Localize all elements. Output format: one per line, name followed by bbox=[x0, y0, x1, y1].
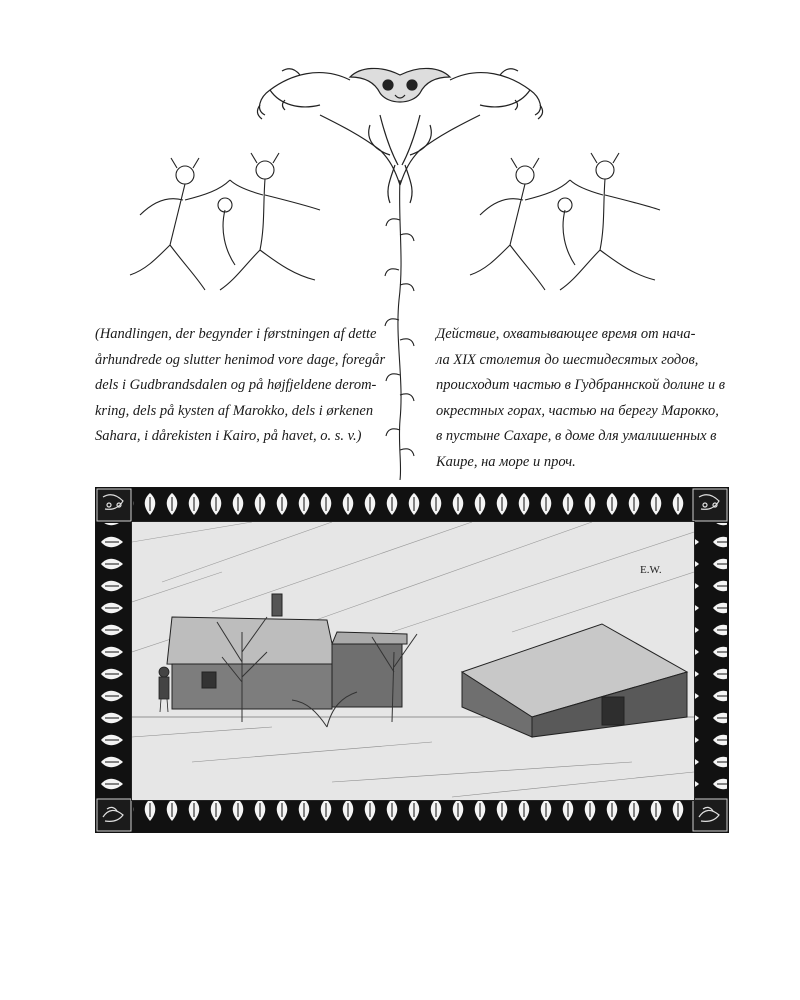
farmstead-sketch bbox=[131, 521, 695, 801]
norwegian-stage-direction: (Handlingen, der begynder i førstningen af dette århundrede og slutter henimod vore dage, foregår dels i Gudbrandsdalen og på højfjeldene derom- kring, dels på kysten af Marokko, dels i ørkenen Sahara, i dårekisten i Kairo, på havet, o. s. v.) bbox=[95, 326, 386, 445]
farmstead-drawing bbox=[132, 522, 694, 800]
artist-signature: E.W. bbox=[640, 564, 662, 576]
russian-stage-direction: Действие, охватывающее время от нача- ла XIX столетия до шестидесятых годов, происходит частью в Гудбраннской долине и в окрестных горах, частью на берегу Марокко, в пустыне Сахаре, в доме для умалишенных в Каире, на море и проч. bbox=[436, 326, 726, 470]
dancing-trolls-right-illustration bbox=[465, 150, 665, 305]
framed-illustration bbox=[95, 487, 729, 833]
dancing-trolls-left-illustration bbox=[125, 150, 325, 305]
